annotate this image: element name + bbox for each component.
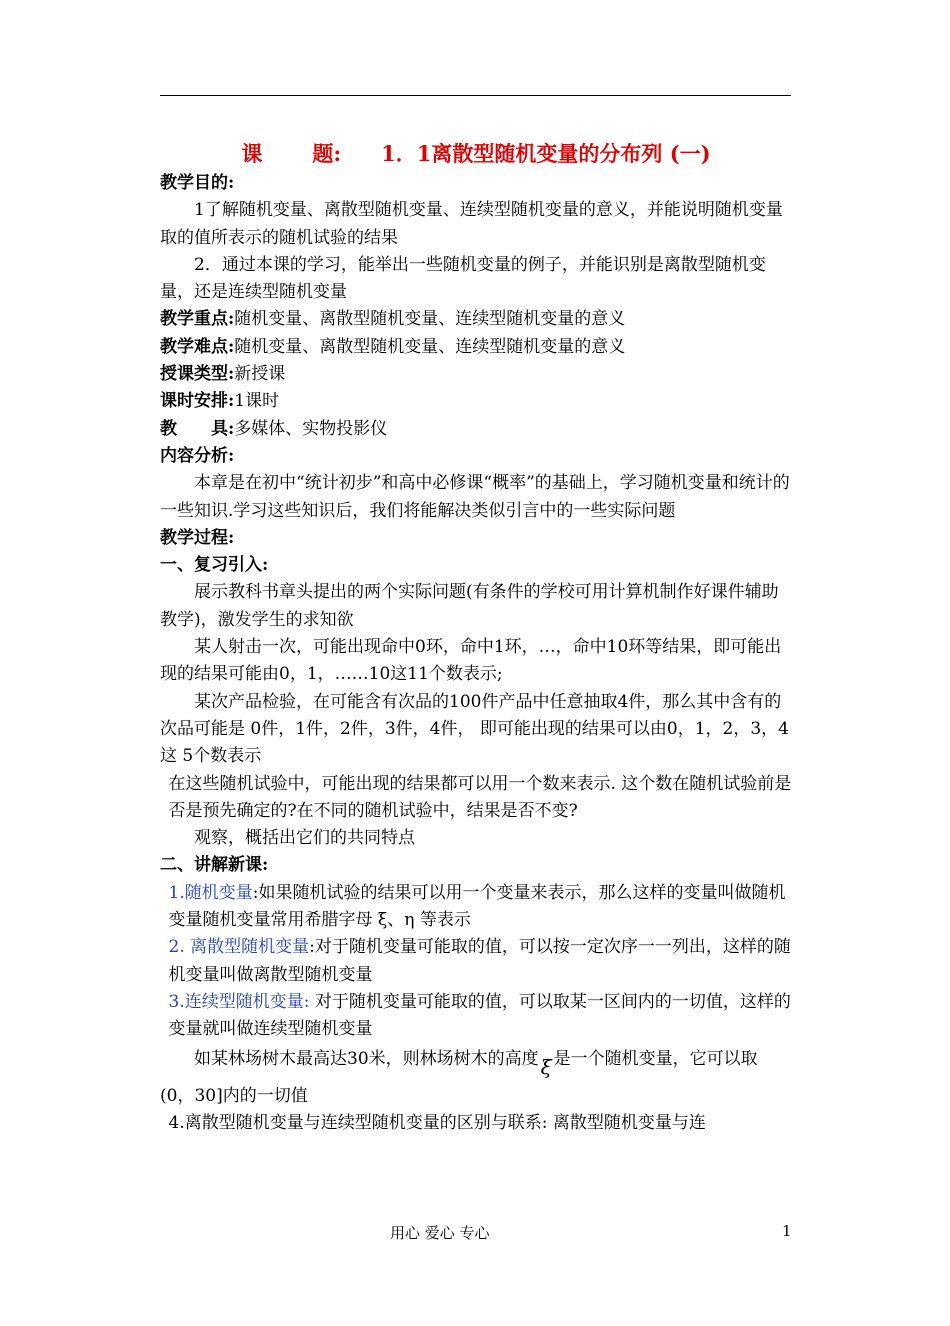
section-1-p2: 某人射击一次，可能出现命中0环，命中1环，…，命中10环等结果，即可能出现的结果可能由0，1，……10这11个数表示; <box>160 637 782 685</box>
section-1-p1: 展示教科书章头提出的两个实际问题(有条件的学校可用计算机制作好课件辅助教学)，激发学生的求知欲 <box>160 582 779 630</box>
tools-label-a: 教 <box>160 418 177 439</box>
schedule-text: 1课时 <box>234 391 280 412</box>
objectives-label: 教学目的: <box>160 173 235 193</box>
header-rule <box>160 95 791 96</box>
tools-text: 多媒体、实物投影仪 <box>234 418 388 439</box>
definition-2-text: :对于随机变量可能取的值，可以按一定次序一一列出，这样的随机变量叫做离散型随机变量 <box>168 937 791 985</box>
schedule-line <box>160 388 792 415</box>
section-1-p3: 某次产品检验，在可能含有次品的100件产品中任意抽取4件，那么其中含有的次品可能是 0件，1件，2件，3件，4件， 即可能出现的结果可以由0，1，2，3，4这 5个数表示 <box>160 691 789 767</box>
lesson-title <box>160 140 792 168</box>
title-part-3: 1．1离散型随机变量的分布列 (一) <box>381 141 711 166</box>
schedule-label: 课时安排: <box>160 391 235 412</box>
definition-1 <box>160 880 792 935</box>
section-2-p4: 4.离散型随机变量与连续型随机变量的区别与联系: 离散型随机变量与连 <box>168 1113 706 1134</box>
focus-label: 教学重点: <box>160 309 235 330</box>
objective-1: 1了解随机变量、离散型随机变量、连续型随机变量的意义，并能说明随机变量取的值所表示的随机试验的结果 <box>160 200 783 248</box>
lesson-type-label: 授课类型: <box>160 364 235 385</box>
definition-2 <box>160 934 792 989</box>
definition-1-text: :如果随机试验的结果可以用一个变量来表示，那么这样的变量叫做随机变量随机变量常用希腊字母 ξ、η 等表示 <box>168 882 786 931</box>
definition-3-term: 3.连续型随机变量: <box>168 991 310 1012</box>
definition-2-term: 2. 离散型随机变量 <box>168 937 310 958</box>
definition-3-text: 对于随机变量可能取的值，可以取某一区间内的一切值，这样的变量就叫做连续型随机变量 <box>168 991 791 1040</box>
analysis-text: 本章是在初中“统计初步”和高中必修课“概率”的基础上，学习随机变量和统计的一些知识.学习这些知识后，我们将能解决类似引言中的一些实际问题 <box>160 473 790 521</box>
objective-2: 2．通过本课的学习，能举出一些随机变量的例子，并能识别是离散型随机变量，还是连续型随机变量 <box>160 254 766 303</box>
forest-example-b: 是一个随机变量，它可以取 <box>553 1048 758 1069</box>
process-label: 教学过程: <box>160 527 235 548</box>
definition-1-term: 1.随机变量 <box>168 882 253 903</box>
difficulty-line <box>160 334 792 361</box>
lesson-type-line <box>160 361 792 388</box>
section-1-heading: 一、复习引入: <box>160 555 269 576</box>
difficulty-label: 教学难点: <box>160 336 235 357</box>
difficulty-text: 随机变量、离散型随机变量、连续型随机变量的意义 <box>234 336 626 357</box>
title-part-2: 题: <box>312 141 342 166</box>
lesson-type-text: 新授课 <box>234 364 286 385</box>
section-1-p5: 观察，概括出它们的共同特点 <box>194 828 415 849</box>
xi-symbol: ξ <box>540 1054 552 1079</box>
forest-example-a: 如某林场树木最高达30米，则林场树木的高度 <box>194 1048 539 1069</box>
document-body <box>160 140 792 1137</box>
forest-example <box>160 1044 792 1079</box>
title-part-1: 课 <box>241 141 263 166</box>
definition-3 <box>160 989 792 1044</box>
focus-line <box>160 306 792 333</box>
page-number: 1 <box>782 1222 792 1240</box>
analysis-label: 内容分析: <box>160 445 235 466</box>
footer-slogan: 用心 爱心 专心 <box>390 1224 490 1242</box>
focus-text: 随机变量、离散型随机变量、连续型随机变量的意义 <box>234 309 626 330</box>
tools-line <box>160 416 792 443</box>
section-1-p4: 在这些随机试验中，可能出现的结果都可以用一个数来表示. 这个数在随机试验前是否是预先确定的?在不同的随机试验中，结果是否不变? <box>168 773 792 821</box>
forest-example-range: (0，30]内的一切值 <box>160 1085 308 1106</box>
tools-label-b: 具: <box>211 418 235 439</box>
section-2-heading: 二、讲解新课: <box>160 855 269 876</box>
